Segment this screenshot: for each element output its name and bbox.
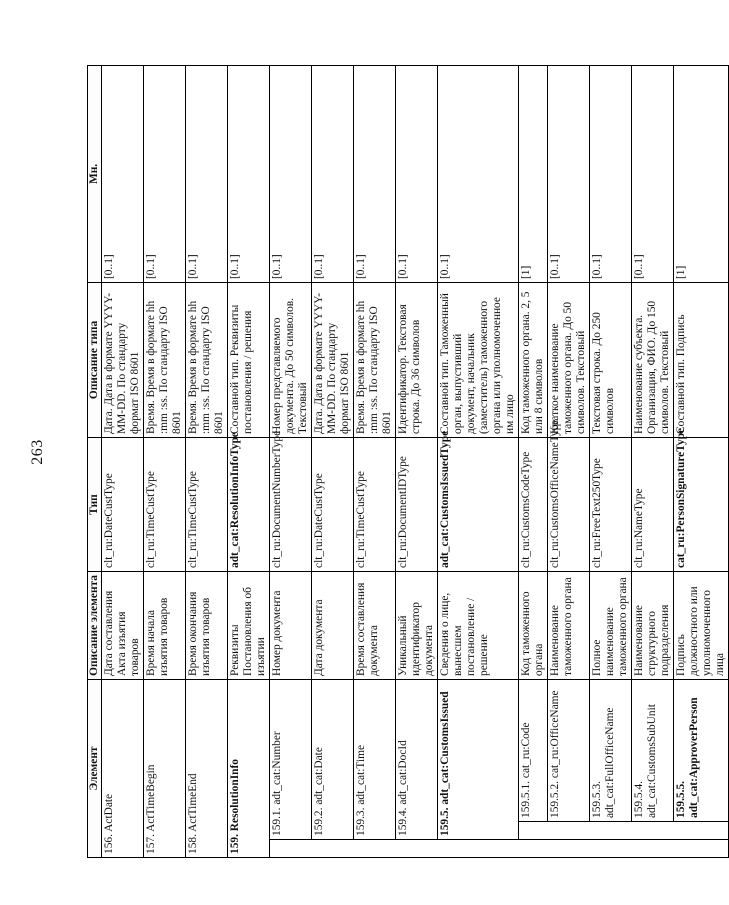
element-desc-cell: Реквизиты Постановления об изъятии [228,571,270,679]
multiplicity-cell: [0..1] [438,65,519,282]
type-cell: clt_ru:DocumentIDType [396,437,438,571]
table-row [144,65,186,857]
element-cell [396,679,438,839]
table-row [270,65,312,857]
indent-cell [590,840,632,858]
type-cell: adt_cat:ResolutionInfoType [228,437,270,571]
row-number: 159.2. [313,807,325,836]
multiplicity-cell: [0..1] [186,65,228,282]
row-number: 159. [229,834,241,854]
multiplicity-cell: [0..1] [396,65,438,282]
table-row [674,65,729,857]
element-desc-cell: Дата составления Акта изъятия товаров [102,571,144,679]
element-name: ActDate [103,793,115,832]
indent-cell [354,840,396,858]
element-desc-cell: Полное наименование таможенного органа [590,571,632,679]
element-cell [632,679,674,821]
row-number: 159.3. [355,807,367,836]
indent-cell [632,840,674,858]
type-desc-cell: Номер представляемого документа. До 50 символов. Текстовый [270,282,312,437]
indent-cell [548,840,590,858]
header-row [88,65,102,857]
indent-cell [674,822,729,840]
element-name: ActTimeEnd [187,773,199,832]
type-desc-cell: Составной тип. Реквизиты постановления / решения [228,282,270,437]
row-number: 159.5.4. [633,780,645,818]
type-cell: clt_ru:TimeCustType [144,437,186,571]
type-cell: clt_ru:DateCustType [102,437,144,571]
element-desc-cell: Дата документа [312,571,354,679]
element-cell [590,679,632,821]
type-desc-cell: Дата. Дата в формате YYYY-MM-DD. По стандарту формат ISO 8601 [102,282,144,437]
row-number: 158. [187,834,199,854]
element-name: adt_cat:FullOfficeName [604,707,616,818]
multiplicity-cell: [0..1] [144,65,186,282]
type-cell: clt_ru:TimeCustType [354,437,396,571]
element-cell [228,679,270,857]
row-number: 159.4. [397,807,409,836]
element-name: ActTimeBegin [145,764,157,832]
type-cell: clt_ru:FreeText250Type [590,437,632,571]
type-desc-cell: Время. Время в формате hh :mm :ss. По стандарту ISO 8601 [186,282,228,437]
table-row [228,65,270,857]
multiplicity-cell: [0..1] [590,65,632,282]
type-desc-cell: Составной тип. Таможенный орган, выпустивший документ, начальник (заместитель) таможенного органа или уполномоченное им лицо [438,282,519,437]
multiplicity-cell: [0..1] [228,65,270,282]
element-name: cat_ru:OfficeName [549,690,561,779]
indent-cell [632,822,674,840]
type-cell: adt_cat:CustomsIssuedType [438,437,519,571]
indent-cell [548,822,590,840]
table-row [590,65,632,857]
element-name: adt_cat:Time [355,744,367,805]
indent-cell [396,840,438,858]
type-desc-cell: Составной тип. Подпись [674,282,729,437]
header-element-desc: Описание элемента [88,571,102,679]
table-row [102,65,144,857]
indent-cell [438,840,519,858]
element-desc-cell: Наименование таможенного органа [548,571,590,679]
indent-cell [674,840,729,858]
element-cell [548,679,590,821]
element-cell [674,679,729,821]
page-number: 263 [29,439,46,465]
table-row [312,65,354,857]
indent-cell [519,822,548,840]
table-row [396,65,438,857]
indent-cell [270,840,312,858]
type-cell: cat_ru:PersonSignatureType [674,437,729,571]
element-name: adt_cat:ApproverPerson [688,697,700,818]
table-row [186,65,228,857]
element-cell [354,679,396,839]
multiplicity-cell: [1] [674,65,729,282]
multiplicity-cell: [0..1] [102,65,144,282]
table-row [519,65,548,857]
type-desc-cell: Краткое наименование таможенного органа. До 50 символов. Текстовый [548,282,590,437]
element-desc-cell: Подпись должностного или уполномоченного лица [674,571,729,679]
element-desc-cell: Сведения о лице, вынесшем постановление / решение [438,571,519,679]
multiplicity-cell: [0..1] [632,65,674,282]
row-number: 159.5. [439,807,451,836]
multiplicity-cell: [0..1] [548,65,590,282]
header-type-desc: Описание типа [88,282,102,437]
type-desc-cell: Идентификатор. Текстовая строка. До 36 символов [396,282,438,437]
element-name: adt_cat:Date [313,747,325,805]
table-row [438,65,519,857]
element-cell [438,679,519,839]
indent-cell [519,840,548,858]
table-row [548,65,590,857]
type-desc-cell: Время. Время в формате hh :mm :ss. По стандарту ISO 8601 [354,282,396,437]
element-cell [270,679,312,839]
indent-cell [312,840,354,858]
row-number: 159.1. [271,807,283,836]
element-desc-cell: Время составления документа [354,571,396,679]
type-desc-cell: Дата. Дата в формате YYYY-MM-DD. По стандарту формат ISO 8601 [312,282,354,437]
type-cell: clt_ru:CustomsCodeType [519,437,548,571]
header-element: Элемент [88,679,102,857]
row-number: 159.5.1. [520,780,532,818]
element-name: ResolutionInfo [229,759,241,832]
row-number: 159.5.5. [675,780,687,818]
header-type: Тип [88,437,102,571]
element-name: adt_cat:DocId [397,740,409,805]
table-row [354,65,396,857]
row-number: 159.5.3. [591,780,603,818]
type-cell: clt_ru:TimeCustType [186,437,228,571]
type-desc-cell: Время. Время в формате hh :mm :ss. По стандарту ISO 8601 [144,282,186,437]
element-desc-cell: Время окончания изъятия товаров [186,571,228,679]
element-cell [186,679,228,857]
rotated-table-container [87,66,726,858]
element-desc-cell: Код таможенного органа [519,571,548,679]
element-name: cat_ru:Code [520,722,532,779]
type-cell: clt_ru:DocumentNumberType [270,437,312,571]
element-cell [144,679,186,857]
data-table [87,65,729,858]
element-name: adt_cat:Number [271,731,283,805]
row-number: 156. [103,834,115,854]
element-cell [312,679,354,839]
type-cell: clt_ru:NameType [632,437,674,571]
multiplicity-cell: [0..1] [312,65,354,282]
row-number: 159.5.2. [549,780,561,818]
element-cell [102,679,144,857]
element-name: adt_cat:CustomsIssued [439,691,451,805]
type-desc-cell: Код таможенного органа. 2, 5 или 8 символов [519,282,548,437]
multiplicity-cell: [1] [519,65,548,282]
indent-cell [590,822,632,840]
element-desc-cell: Уникальный идентификатор документа [396,571,438,679]
type-desc-cell: Текстовая строка. До 250 символов [590,282,632,437]
type-cell: clt_ru:DateCustType [312,437,354,571]
multiplicity-cell: [0..1] [354,65,396,282]
type-desc-cell: Наименование субъекта. Организация, ФИО. До 150 символов. Текстовый [632,282,674,437]
row-number: 157. [145,834,157,854]
multiplicity-cell: [0..1] [270,65,312,282]
element-desc-cell: Номер документа [270,571,312,679]
element-desc-cell: Наименование структурного подразделения [632,571,674,679]
header-multiplicity: Мн. [88,65,102,282]
element-cell [519,679,548,821]
element-name: adt_cat:CustomsSubUnit [646,704,658,818]
table-row [632,65,674,857]
type-cell: clt_ru:CustomsOfficeNameType [548,437,590,571]
element-desc-cell: Время начала изъятия товаров [144,571,186,679]
